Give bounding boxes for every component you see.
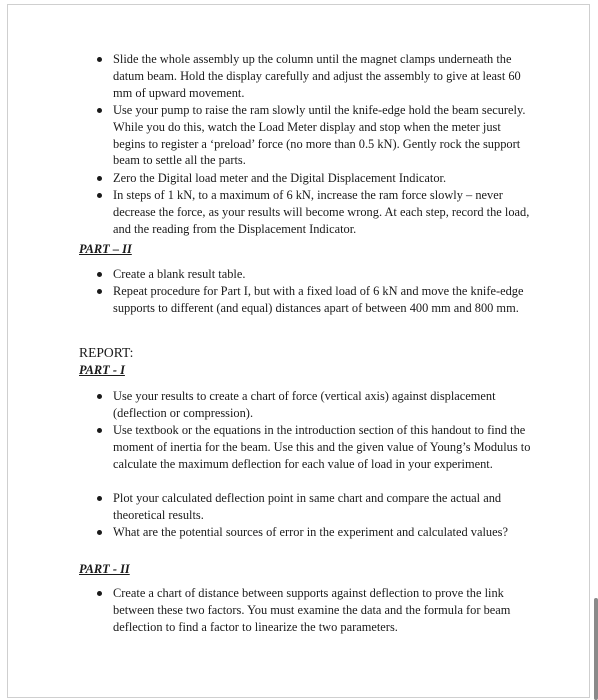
report-title: REPORT: bbox=[79, 345, 134, 360]
list-item bbox=[113, 170, 533, 187]
bullet-icon bbox=[97, 496, 102, 501]
step-text: Slide the whole assembly up the column until the magnet clamps underneath the datum beam. Hold the display carefully and adjust the assembly to give at least 60 mm of upward movement. bbox=[113, 52, 521, 100]
list-item bbox=[113, 51, 533, 102]
step-text: In steps of 1 kN, to a maximum of 6 kN, increase the ram force slowly – never decrease the force, as your results will become wrong. At each step, record the load, and the reading from the Displacement Indicator. bbox=[113, 188, 530, 236]
bullet-icon bbox=[97, 57, 102, 62]
report-part-one-list bbox=[113, 388, 533, 558]
report-part-one-heading: PART - I bbox=[79, 363, 125, 377]
bullet-icon bbox=[97, 530, 102, 535]
report-item-text: Use textbook or the equations in the introduction section of this handout to find the moment of inertia for the beam. Use this and the given value of Young’s Modulus to calculate the maximum deflection for each value of load in your experiment. bbox=[113, 423, 531, 471]
report-item-text: Create a chart of distance between supports against deflection to prove the link between these two factors. You must examine the data and the formula for beam deflection to find a factor to linearize the two parameters. bbox=[113, 586, 511, 634]
bullet-icon bbox=[97, 394, 102, 399]
bullet-icon bbox=[97, 176, 102, 181]
part-one-step-list bbox=[113, 51, 533, 238]
report-item-text: What are the potential sources of error in the experiment and calculated values? bbox=[113, 525, 508, 539]
bullet-icon bbox=[97, 428, 102, 433]
list-item bbox=[113, 187, 533, 238]
list-item bbox=[113, 585, 533, 636]
step-text: Zero the Digital load meter and the Digital Displacement Indicator. bbox=[113, 171, 447, 185]
part-two-heading: PART – II bbox=[79, 242, 132, 256]
list-item bbox=[113, 524, 533, 558]
bullet-icon bbox=[97, 289, 102, 294]
part-two-step-list bbox=[113, 266, 533, 334]
list-item bbox=[113, 283, 533, 334]
list-item bbox=[113, 422, 533, 490]
list-item bbox=[113, 490, 533, 524]
list-item bbox=[113, 102, 533, 170]
step-text: Repeat procedure for Part I, but with a fixed load of 6 kN and move the knife-edge supports to different (and equal) distances apart of between 400 mm and 800 mm. bbox=[113, 284, 524, 315]
bullet-icon bbox=[97, 108, 102, 113]
bullet-icon bbox=[97, 591, 102, 596]
report-item-text: Use your results to create a chart of force (vertical axis) against displacement (deflection or compression). bbox=[113, 389, 496, 420]
scrollbar[interactable] bbox=[594, 598, 598, 700]
report-part-two-heading: PART - II bbox=[79, 562, 130, 576]
report-part-two-list bbox=[113, 585, 533, 636]
bullet-icon bbox=[97, 272, 102, 277]
list-item bbox=[113, 266, 533, 283]
step-text: Use your pump to raise the ram slowly until the knife-edge hold the beam securely. While you do this, watch the Load Meter display and stop when the meter just begins to register a ‘preload’ force (no more than 0.5 kN). Gently rock the support beam to settle all the parts. bbox=[113, 103, 526, 168]
bullet-icon bbox=[97, 193, 102, 198]
report-item-text: Plot your calculated deflection point in same chart and compare the actual and theoretical results. bbox=[113, 491, 502, 522]
step-text: Create a blank result table. bbox=[113, 267, 246, 281]
list-item bbox=[113, 388, 533, 422]
